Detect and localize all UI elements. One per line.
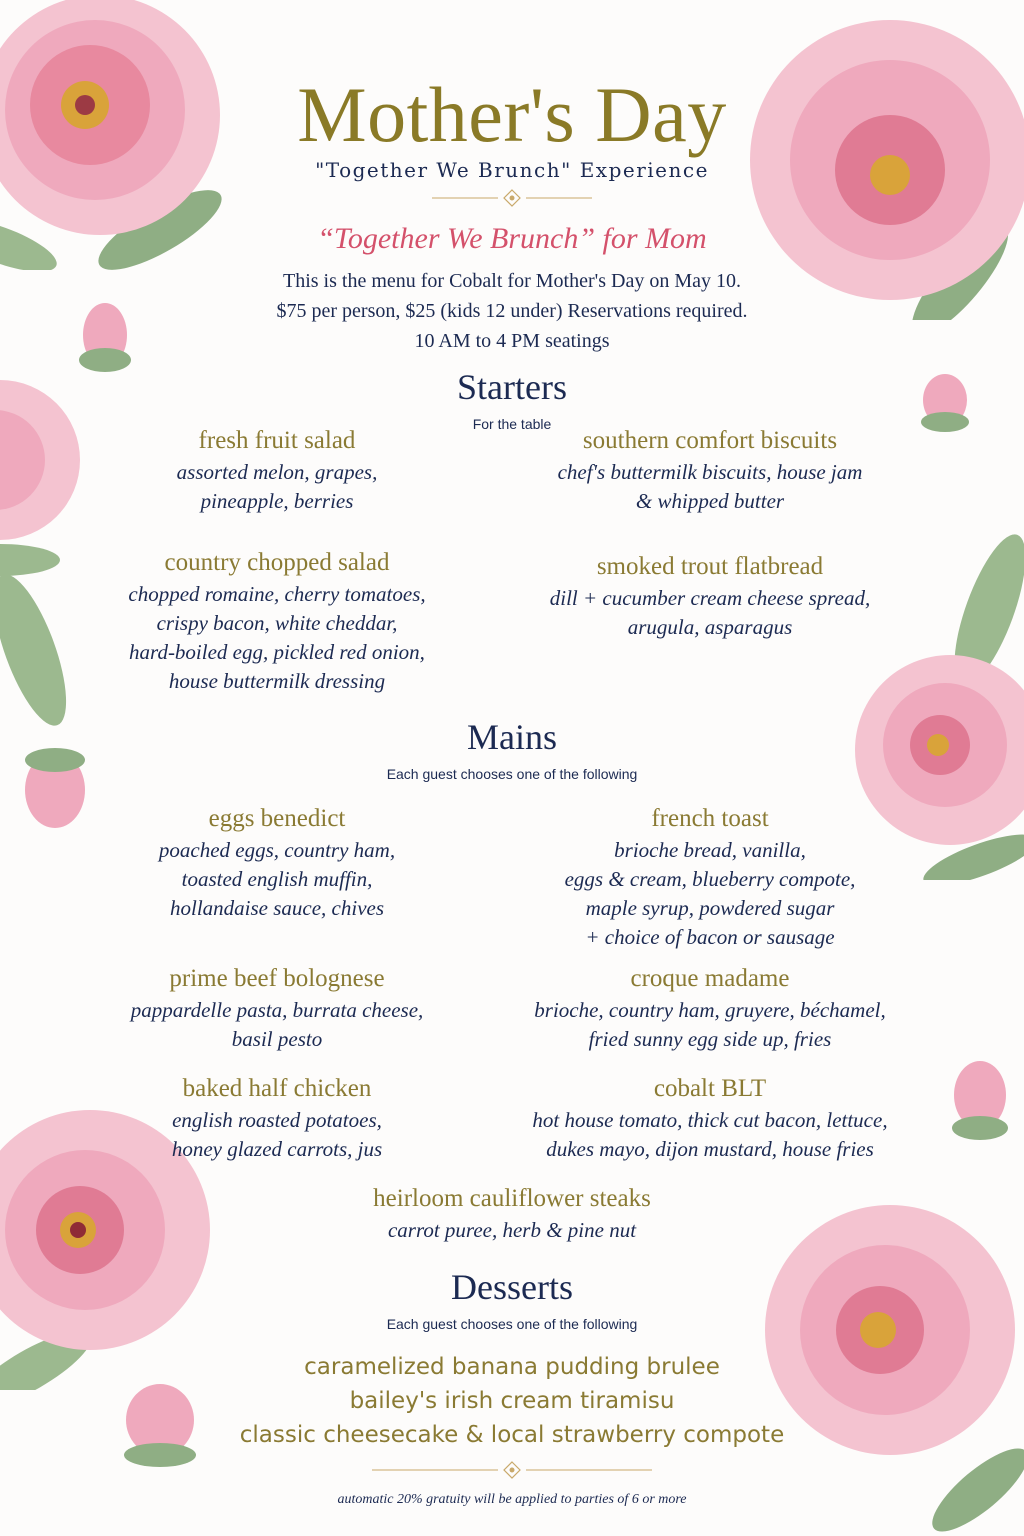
menu-item-desc: poached eggs, country ham, toasted english muffin, hollandaise sauce, chives — [158, 838, 396, 920]
leaf-icon — [0, 560, 80, 740]
menu-item-desc: chopped romaine, cherry tomatoes, crispy bacon, white cheddar, hard-boiled egg, pickled red onion, house buttermilk dressing — [128, 582, 426, 693]
menu-item-name: croque madame — [630, 965, 790, 992]
menu-item-desc: english roasted potatoes, honey glazed carrots, jus — [171, 1108, 383, 1161]
menu-item-name: country chopped salad — [164, 549, 390, 576]
divider-ornament-icon — [432, 188, 592, 208]
menu-item-name: cobalt BLT — [653, 1075, 767, 1102]
menu-item — [490, 1072, 930, 1164]
section-note-mains: Each guest chooses one of the following — [386, 766, 638, 782]
menu-item-name: prime beef bolognese — [169, 965, 385, 992]
script-heading: “Together We Brunch” for Mom — [317, 222, 707, 255]
section-title-starters: Starters — [457, 367, 567, 407]
gratuity-note: automatic 20% gratuity will be applied to parties of 6 or more — [337, 1492, 687, 1507]
dessert-list — [0, 1350, 1024, 1452]
menu-item — [77, 424, 477, 516]
intro-line: $75 per person, $25 (kids 12 under) Reservations required. — [276, 300, 748, 322]
menu-item-name: fresh fruit salad — [198, 427, 356, 454]
intro-line: This is the menu for Cobalt for Mother's Day on May 10. — [283, 270, 741, 292]
menu-item-desc: brioche bread, vanilla, eggs & cream, blueberry compote, maple syrup, powdered sugar + choice of bacon or sausage — [564, 838, 856, 949]
menu-item-name: heirloom cauliflower steaks — [373, 1185, 651, 1212]
dessert-item: classic cheesecake & local strawberry compote — [239, 1422, 785, 1448]
intro-line: 10 AM to 4 PM seatings — [414, 330, 610, 352]
menu-item — [510, 424, 910, 516]
menu-item — [77, 1072, 477, 1164]
section-note-starters: For the table — [472, 416, 552, 432]
page-title: Mother's Day — [297, 71, 727, 158]
menu-item-desc: dill + cucumber cream cheese spread, arugula, asparagus — [549, 586, 871, 639]
intro-text — [0, 266, 1024, 356]
menu-item-desc: hot house tomato, thick cut bacon, lettuce, dukes mayo, dijon mustard, house fries — [532, 1108, 888, 1161]
menu-item — [510, 802, 910, 952]
menu-item-desc: assorted melon, grapes, pineapple, berries — [176, 460, 378, 513]
menu-item — [77, 962, 477, 1054]
menu-item — [77, 546, 477, 696]
menu-item-name: smoked trout flatbread — [596, 553, 824, 580]
menu-item — [510, 550, 910, 642]
menu-item-name: french toast — [651, 805, 769, 832]
section-title-mains: Mains — [467, 717, 557, 757]
menu-item-desc: chef's buttermilk biscuits, house jam & whipped butter — [557, 460, 863, 513]
dessert-item: bailey's irish cream tiramisu — [349, 1388, 675, 1414]
peony-bud-icon — [940, 1050, 1020, 1150]
section-title-desserts: Desserts — [451, 1267, 573, 1307]
page-subtitle: "Together We Brunch" Experience — [315, 158, 709, 182]
menu-item-name: eggs benedict — [208, 805, 346, 832]
section-note-desserts: Each guest chooses one of the following — [386, 1316, 638, 1332]
menu-item-desc: carrot puree, herb & pine nut — [387, 1218, 637, 1242]
menu-item-desc: pappardelle pasta, burrata cheese, basil pesto — [130, 998, 424, 1051]
dessert-item: caramelized banana pudding brulee — [304, 1354, 720, 1380]
menu-item-name: southern comfort biscuits — [582, 427, 838, 454]
menu-item — [0, 1182, 1024, 1245]
menu-item-name: baked half chicken — [182, 1075, 372, 1102]
divider-ornament-icon — [372, 1460, 652, 1480]
menu-item-desc: brioche, country ham, gruyere, béchamel, fried sunny egg side up, fries — [534, 998, 886, 1051]
menu-item — [490, 962, 930, 1054]
menu-item — [77, 802, 477, 923]
